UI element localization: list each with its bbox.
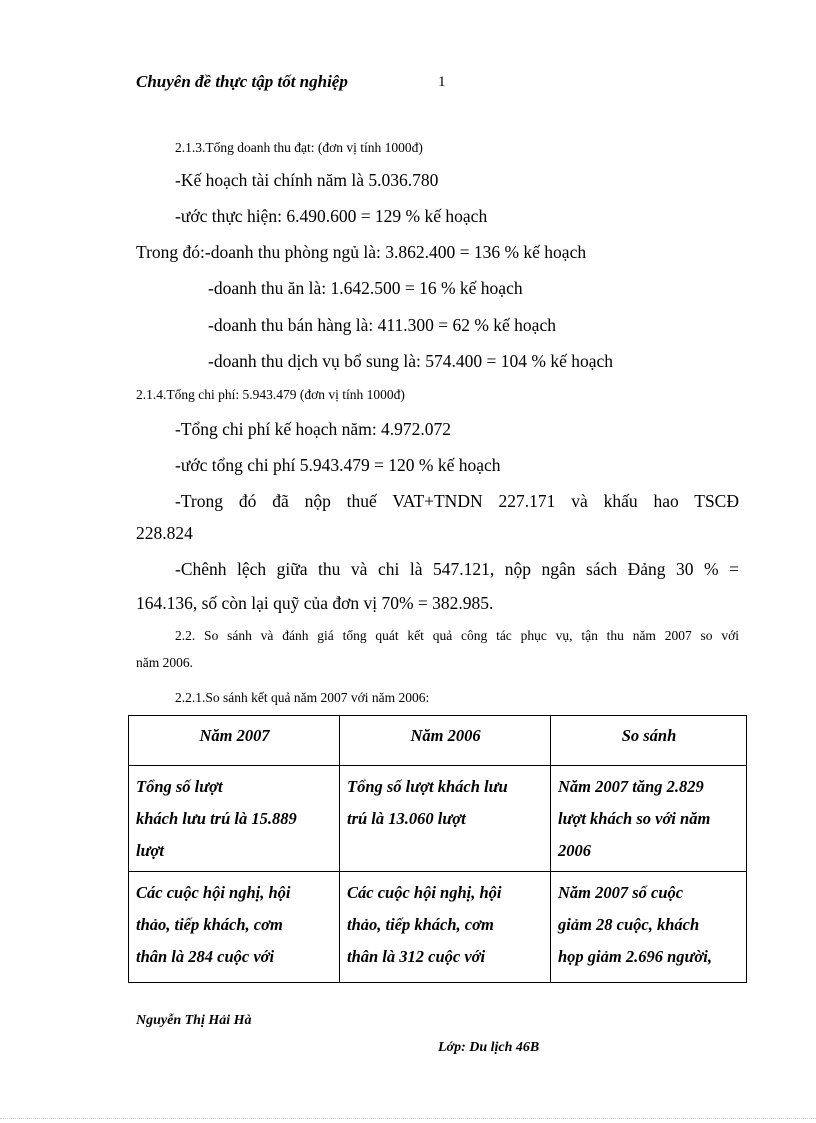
diff-line-1: -Chênh lệch giữa thu và chi là 547.121, nộp ngân sách Đảng 30 % =	[175, 559, 739, 579]
cost-plan-line: -Tổng chi phí kế hoạch năm: 4.972.072	[175, 419, 452, 439]
diff-line-2: 164.136, số còn lại quỹ của đơn vị 70% = 382.985.	[136, 593, 494, 613]
table-cell: Tổng số lượt khách lưu trú là 15.889 lượt	[129, 766, 340, 872]
table-header-row	[129, 716, 747, 766]
document-header-title: Chuyên đề thực tập tốt nghiệp	[136, 72, 348, 91]
page-bottom-edge	[0, 1118, 816, 1119]
table-header-cell: Năm 2007	[129, 716, 340, 766]
tax-line-1: -Trong đó đã nộp thuế VAT+TNDN 227.171 và khấu hao TSCĐ	[175, 491, 739, 511]
revenue-sales-line: -doanh thu bán hàng là: 411.300 = 62 % kế hoạch	[208, 315, 556, 335]
page-number: 1	[438, 74, 446, 90]
comparison-table	[128, 715, 747, 983]
table-header-cell: Năm 2006	[340, 716, 551, 766]
table-cell: Năm 2007 tăng 2.829 lượt khách so với năm 2006	[551, 766, 747, 872]
compare-sub-heading: 2.2.1.So sánh kết quả năm 2007 với năm 2006:	[175, 690, 430, 705]
cost-actual-line: -ước tổng chi phí 5.943.479 = 120 % kế hoạch	[175, 455, 501, 475]
revenue-heading: 2.1.3.Tổng doanh thu đạt: (đơn vị tính 1000đ)	[175, 140, 423, 155]
table-cell: Các cuộc hội nghị, hội thảo, tiếp khách, cơm thân là 312 cuộc với	[340, 872, 551, 983]
revenue-room-line: Trong đó:-doanh thu phòng ngủ là: 3.862.400 = 136 % kế hoạch	[136, 242, 587, 262]
tax-line-2: 228.824	[136, 523, 193, 543]
footer-class-label: Lớp: Du lịch 46B	[438, 1040, 540, 1055]
revenue-actual-line: -ước thực hiện: 6.490.600 = 129 % kế hoạch	[175, 206, 488, 226]
table-cell: Các cuộc hội nghị, hội thảo, tiếp khách, cơm thân là 284 cuộc với	[129, 872, 340, 983]
table-row	[129, 766, 747, 872]
revenue-food-line: -doanh thu ăn là: 1.642.500 = 16 % kế hoạch	[208, 278, 523, 298]
revenue-plan-line: -Kế hoạch tài chính năm là 5.036.780	[175, 170, 439, 190]
table-cell: Năm 2007 số cuộc giảm 28 cuộc, khách họp giảm 2.696 người,	[551, 872, 747, 983]
table-row	[129, 872, 747, 983]
table-cell: Tổng số lượt khách lưu trú là 13.060 lượt	[340, 766, 551, 872]
revenue-services-line: -doanh thu dịch vụ bổ sung là: 574.400 = 104 % kế hoạch	[208, 351, 614, 371]
footer-author: Nguyễn Thị Hải Hà	[136, 1013, 252, 1028]
compare-heading-line-1: 2.2. So sánh và đánh giá tổng quát kết quả công tác phục vụ, tận thu năm 2007 so với	[175, 628, 739, 643]
compare-heading-line-2: năm 2006.	[136, 655, 193, 670]
table-header-cell: So sánh	[551, 716, 747, 766]
cost-heading: 2.1.4.Tổng chi phí: 5.943.479 (đơn vị tính 1000đ)	[136, 387, 405, 402]
